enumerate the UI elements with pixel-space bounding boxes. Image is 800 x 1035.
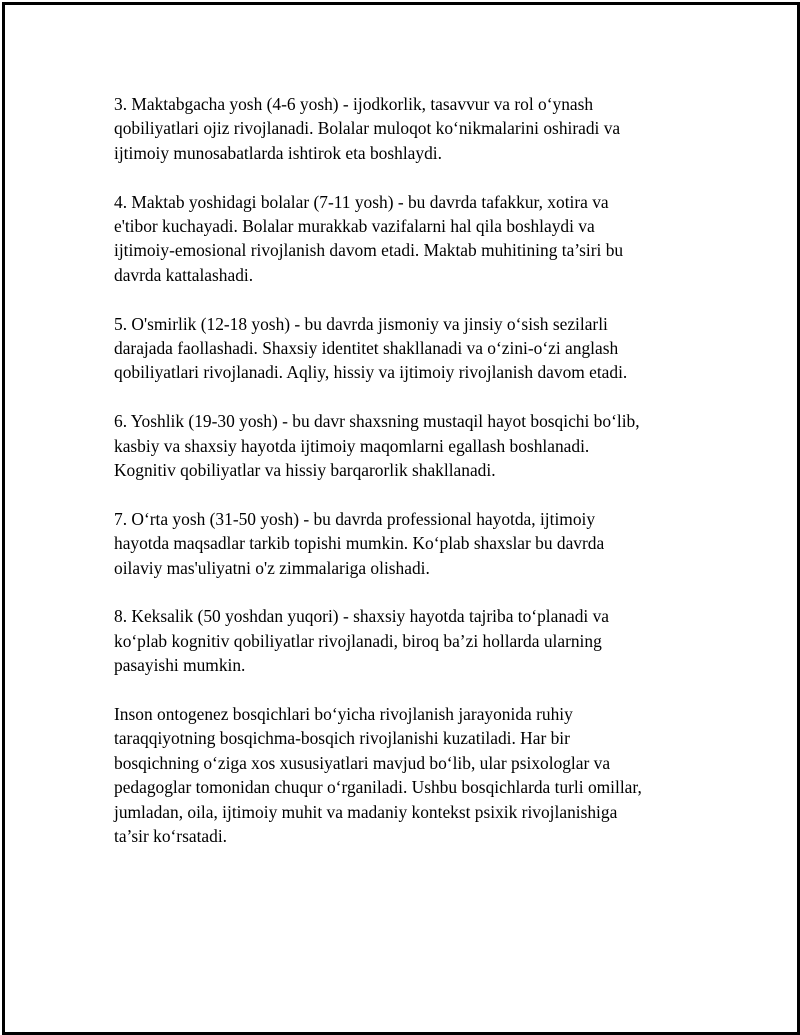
paragraph-school-age [114, 190, 704, 288]
text-line: 5. O'smirlik (12-18 yosh) - bu davrda jismoniy va jinsiy o‘sish sezilarli [114, 313, 608, 334]
paragraph-middle-age [114, 507, 704, 580]
text-line: pasayishi mumkin. [114, 655, 246, 676]
text-line: Kognitiv qobiliyatlar va hissiy barqarorlik shakllanadi. [114, 460, 496, 481]
text-line: ijtimoiy munosabatlarda ishtirok eta boshlaydi. [114, 142, 442, 163]
text-line: ta’sir ko‘rsatadi. [114, 826, 228, 847]
text-line: pedagoglar tomonidan chuqur o‘rganiladi. Ushbu bosqichlarda turli omillar, [114, 777, 642, 798]
text-line: qobiliyatlari rivojlanadi. Aqliy, hissiy va ijtimoiy rivojlanish davom etadi. [114, 362, 628, 383]
text-line: darajada faollashadi. Shaxsiy identitet shakllanadi va o‘zini-o‘zi anglash [114, 338, 619, 359]
paragraph-adolescence [114, 312, 704, 385]
text-line: jumladan, oila, ijtimoiy muhit va madaniy kontekst psixik rivojlanishiga [114, 801, 618, 822]
document-body [114, 92, 704, 873]
text-line: 4. Maktab yoshidagi bolalar (7-11 yosh) - bu davrda tafakkur, xotira va [114, 191, 609, 212]
text-line: qobiliyatlari ojiz rivojlanadi. Bolalar muloqot ko‘nikmalarini oshiradi va [114, 118, 621, 139]
text-line: 3. Maktabgacha yosh (4-6 yosh) - ijodkorlik, tasavvur va rol o‘ynash [114, 94, 594, 114]
text-line: Inson ontogenez bosqichlari bo‘yicha rivojlanish jarayonida ruhiy [114, 704, 573, 725]
text-line: kasbiy va shaxsiy hayotda ijtimoiy maqomlarni egallash boshlanadi. [114, 435, 590, 456]
text-line: 6. Yoshlik (19-30 yosh) - bu davr shaxsning mustaqil hayot bosqichi bo‘lib, [114, 411, 640, 432]
paragraph-old-age [114, 604, 704, 677]
text-line: 7. O‘rta yosh (31-50 yosh) - bu davrda professional hayotda, ijtimoiy [114, 508, 596, 529]
text-line: oilaviy mas'uliyatni o'z zimmalariga olishadi. [114, 557, 430, 578]
paragraph-preschool-age [114, 92, 704, 165]
text-line: taraqqiyotning bosqichma-bosqich rivojlanishi kuzatiladi. Har bir [114, 728, 570, 749]
text-line: ko‘plab kognitiv qobiliyatlar rivojlanadi, biroq ba’zi hollarda ularning [114, 630, 602, 651]
paragraph-youth [114, 409, 704, 482]
text-line: hayotda maqsadlar tarkib topishi mumkin. Ko‘plab shaxslar bu davrda [114, 533, 605, 554]
text-line: ijtimoiy-emosional rivojlanish davom etadi. Maktab muhitining ta’siri bu [114, 240, 624, 261]
paragraph-conclusion [114, 702, 704, 848]
text-line: 8. Keksalik (50 yoshdan yuqori) - shaxsiy hayotda tajriba to‘planadi va [114, 606, 610, 627]
text-line: e'tibor kuchayadi. Bolalar murakkab vazifalarni hal qila boshlaydi va [114, 216, 595, 237]
text-line: bosqichning o‘ziga xos xususiyatlari mavjud bo‘lib, ular psixologlar va [114, 752, 611, 773]
text-line: davrda kattalashadi. [114, 264, 254, 285]
